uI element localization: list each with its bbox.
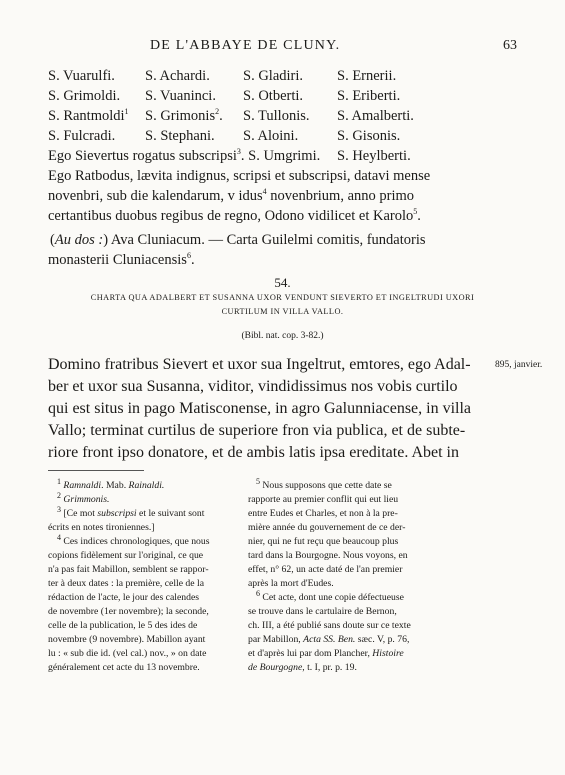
charter-source: (Bibl. nat. cop. 3-82.) [241,331,324,341]
charter-line: riore front ipso donatore, et de ambis latis ipsa ereditate. Abet in [48,444,459,461]
footnote-separator [48,470,144,471]
footnote-line: effet, n° 62, un acte daté de l'an premier [248,564,403,575]
text-line: certantibus duobus regibus de regno, Odono vidilicet et Karolo$^5$. [48,207,421,224]
footnote-line: se trouve dans le cartulaire de Bernon, [248,606,397,617]
footnote-line: copions fidèlement sur l'original, ce que [48,550,204,561]
footnote-line: après la mort d'Eudes. [248,578,334,589]
charter-title: CHARTA QUA ADALBERT ET SUSANNA UXOR VENDUNT SIEVERTO ET INGELTRUDI UXORI [90,293,475,302]
signatory: S. Aloini. [243,128,299,144]
signatory: S. Fulcradi. [48,128,116,144]
footnote-line: nier, qui ne fut reçu que beaucoup plus [248,536,399,547]
footnote-line: ter à deux dates : la première, celle de la [48,578,204,589]
text-line: monasterii Cluniacensis$^6$. [48,251,195,268]
charter-number: 54. [274,275,291,290]
signatory-rogatus: Ego Sievertus rogatus subscripsi$^3$. S. Umgrimi. [48,147,321,164]
footnote: $^6$ Cet acte, dont une copie défectueuse [256,588,404,603]
margin-date: 895, janvier. [495,360,543,370]
footnote-line: de novembre (1er novembre); la seconde, [48,606,209,617]
footnote-line: rédaction de l'acte, le jour des calendes [48,592,200,603]
signatory: S. Ernerii. [337,68,397,84]
signatory: S. Stephani. [145,128,215,144]
running-header: DE L'ABBAYE DE CLUNY. [150,38,341,53]
signatory: S. Tullonis. [243,108,310,124]
charter-line: Vallo; terminat curtilus de superiore fron via publica, et de subte- [48,422,466,439]
footnote-line: tard dans la Bourgogne. Nous voyons, en [248,550,408,561]
text-line: (Au dos :) Ava Cluniacum. — Carta Guilelmi comitis, fundatoris [50,232,426,248]
footnote-line: n'a pas fait Mabillon, semblent se rappor- [48,564,209,575]
footnote-line: par Mabillon, Acta SS. Ben. sæc. V, p. 76, [248,634,410,645]
footnote-line: de Bourgogne, t. I, pr. p. 19. [248,662,357,673]
signatory: S. Amalberti. [337,108,414,124]
footnote: $^3$ [Ce mot subscripsi et le suivant sont [57,504,205,519]
page-number: 63 [503,38,517,53]
footnote-line: et d'après lui par dom Plancher, Histoire [248,648,404,659]
footnote-line: généralement cet acte du 13 novembre. [48,662,200,673]
signatory: S. Vuarulfi. [48,68,115,84]
signatory: S. Gladiri. [243,68,304,84]
charter-line: ber et uxor sua Susanna, viditor, vindidissimus nos vobis curtilo [48,378,458,395]
footnote: $^1$ Ramnaldi. Mab. Rainaldi. [57,476,165,491]
signatory: S. Heylberti. [337,148,411,164]
signatory: S. Achardi. [145,68,210,84]
signatory: S. Rantmoldi$^1$ [48,107,129,124]
footnote-line: écrits en notes tironiennes.] [48,522,155,533]
text-line: Ego Ratbodus, lævita indignus, scripsi et subscripsi, datavi mense [48,168,431,184]
footnote: $^5$ Nous supposons que cette date se [256,476,392,491]
text-line: novenbri, sub die kalendarum, v idus$^4$ novenbrium, anno primo [48,187,415,204]
footnote-line: rapporte au premier conflit qui eut lieu [248,494,399,505]
signatory: S. Grimoldi. [48,88,121,104]
charter-line: qui est situs in pago Matisconense, in agro Galunniacense, in villa [48,400,472,417]
footnote: $^2$ Grimmonis. [57,490,110,505]
signatory: S. Otberti. [243,88,304,104]
footnote-line: novembre (9 novembre). Mabillon ayant [48,634,206,645]
footnote: $^4$ Ces indices chronologiques, que nous [57,532,210,547]
signatory: S. Grimonis$^2$. [145,107,223,124]
charter-line: Domino fratribus Sievert et uxor sua Ingeltrut, emtores, ego Adal- [48,356,471,373]
footnote-line: ch. III, a été publié sans doute sur ce texte [248,620,411,631]
footnote-line: mière année du gouvernement de ce der- [248,522,406,533]
footnote-line: entre Eudes et Charles, et non à la pre- [248,508,398,519]
footnote-line: lu : « sub die id. (vel cal.) nov., » on date [48,648,207,659]
charter-title: CURTILUM IN VILLA VALLO. [221,307,344,316]
signatory: S. Vuaninci. [145,88,216,104]
signatory: S. Eriberti. [337,88,401,104]
signatory: S. Gisonis. [337,128,401,144]
footnote-line: celle de la publication, le 5 des ides de [48,620,198,631]
